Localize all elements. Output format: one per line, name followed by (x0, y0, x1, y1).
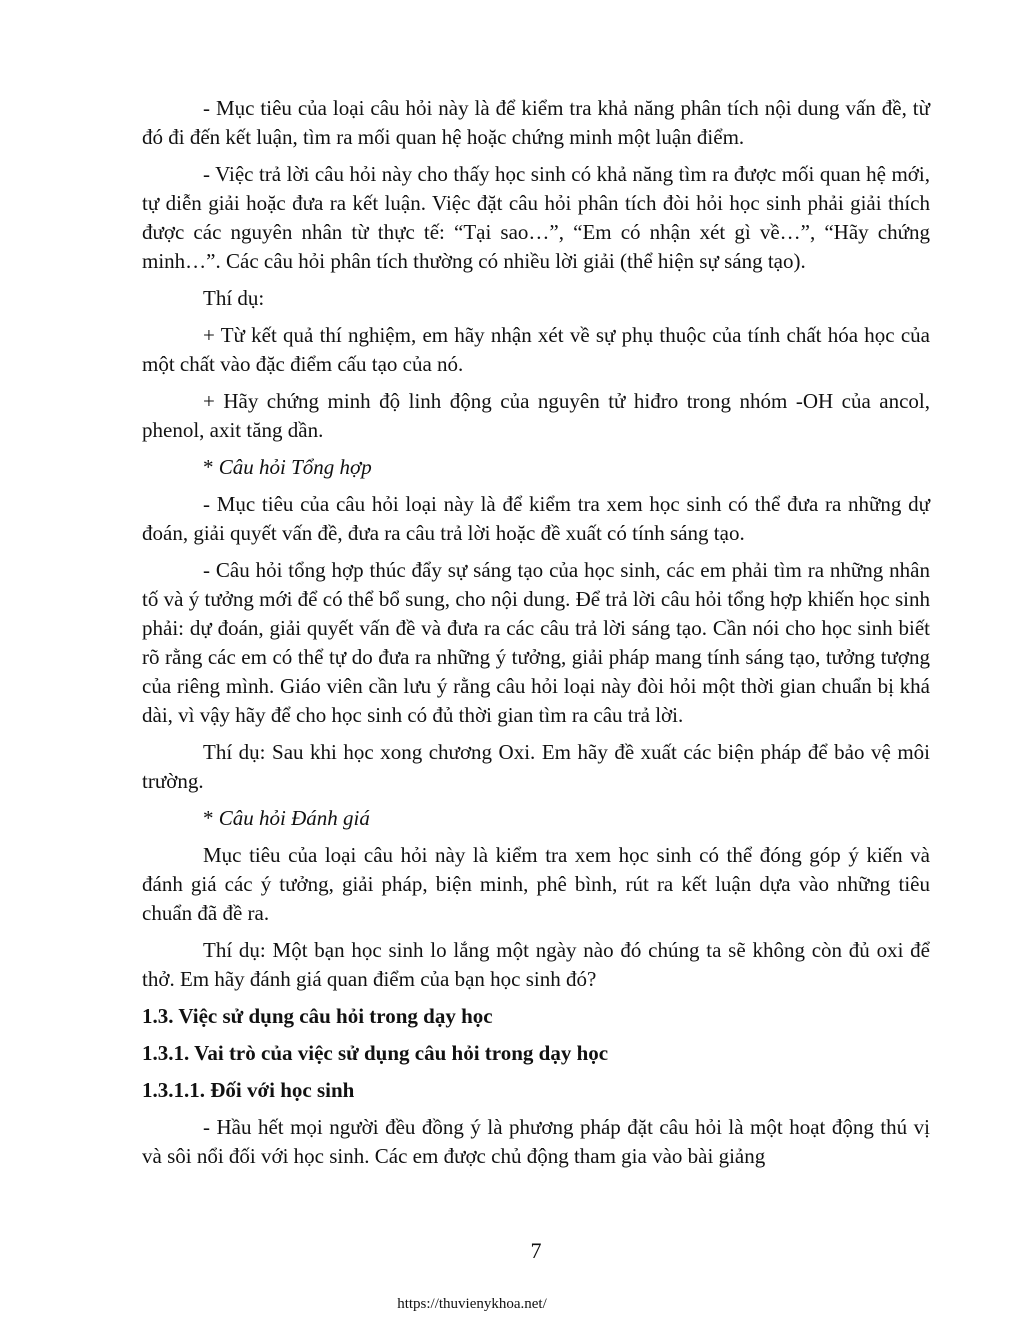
heading-1-3-1: 1.3.1. Vai trò của việc sử dụng câu hỏi trong dạy học (142, 1041, 609, 1065)
bullet-marker: * (203, 455, 219, 479)
paragraph-analysis-answer: - Việc trả lời câu hỏi này cho thấy học sinh có khả năng tìm ra được mối quan hệ mới, tự diễn giải hoặc đưa ra kết luận. Việc đặt câu hỏi phân tích đòi hỏi học sinh phải giải thích được các nguyên nhân từ thực tế: “Tại sao…”, “Em có nhận xét gì về…”, “Hãy chứng minh…”. Các câu hỏi phân tích thường có nhiều lời giải (thể hiện sự sáng tạo). (142, 162, 930, 273)
paragraph-student-role: - Hầu hết mọi người đều đồng ý là phương pháp đặt câu hỏi là một hoạt động thú vị và sôi nổi đối với học sinh. Các em được chủ động tham gia vào bài giảng (142, 1115, 930, 1168)
paragraph-example-label: Thí dụ: (203, 286, 265, 310)
paragraph-example-oxi: Thí dụ: Sau khi học xong chương Oxi. Em hãy đề xuất các biện pháp để bảo vệ môi trường. (142, 740, 930, 793)
paragraph-example-2: + Hãy chứng minh độ linh động của nguyên tử hiđro trong nhóm -OH của ancol, phenol, axit tăng dần. (142, 389, 930, 442)
subheading-synthesis-text: Câu hỏi Tổng hợp (218, 455, 372, 479)
paragraph-evaluation-goal: Mục tiêu của loại câu hỏi này là kiểm tra xem học sinh có thể đóng góp ý kiến và đánh giá các ý tưởng, giải pháp, biện minh, phê bình, rút ra kết luận dựa vào những tiêu chuẩn đã đề ra. (142, 843, 930, 925)
subheading-synthesis-question (142, 453, 930, 482)
paragraph-example-1: + Từ kết quả thí nghiệm, em hãy nhận xét về sự phụ thuộc của tính chất hóa học của một chất vào đặc điểm cấu tạo của nó. (142, 323, 930, 376)
paragraph-analysis-goal: - Mục tiêu của loại câu hỏi này là để kiểm tra khả năng phân tích nội dung vấn đề, từ đó đi đến kết luận, tìm ra mối quan hệ hoặc chứng minh một luận điểm. (142, 96, 930, 149)
page-body (142, 94, 930, 1179)
subheading-evaluation-text: Câu hỏi Đánh giá (218, 806, 370, 830)
footer-url: https://thuvienykhoa.net/ (397, 1296, 547, 1312)
heading-1-3: 1.3. Việc sử dụng câu hỏi trong dạy học (142, 1004, 493, 1028)
subheading-evaluation-question (142, 804, 930, 833)
page-number: 7 (530, 1238, 542, 1263)
heading-1-3-1-1: 1.3.1.1. Đối với học sinh (142, 1078, 355, 1102)
paragraph-synthesis-creativity: - Câu hỏi tổng hợp thúc đẩy sự sáng tạo của học sinh, các em phải tìm ra những nhân tố và ý tưởng mới để có thể bổ sung, cho nội dung. Để trả lời câu hỏi tổng hợp khiến học sinh phải: dự đoán, giải quyết vấn đề và đưa ra các câu trả lời sáng tạo. Cần nói cho học sinh biết rõ rằng các em có thể tự do đưa ra những ý tưởng, giải pháp mang tính sáng tạo, tưởng tượng của riêng mình. Giáo viên cần lưu ý rằng câu hỏi loại này đòi hỏi một thời gian chuẩn bị khá dài, vì vậy hãy để cho học sinh có đủ thời gian tìm ra câu trả lời. (142, 558, 930, 727)
paragraph-example-evaluation: Thí dụ: Một bạn học sinh lo lắng một ngày nào đó chúng ta sẽ không còn đủ oxi để thở. Em hãy đánh giá quan điểm của bạn học sinh đó? (142, 938, 930, 991)
paragraph-synthesis-goal: - Mục tiêu của câu hỏi loại này là để kiểm tra xem học sinh có thể đưa ra những dự đoán, giải quyết vấn đề, đưa ra câu trả lời hoặc đề xuất có tính sáng tạo. (142, 492, 930, 545)
bullet-marker: * (203, 806, 219, 830)
